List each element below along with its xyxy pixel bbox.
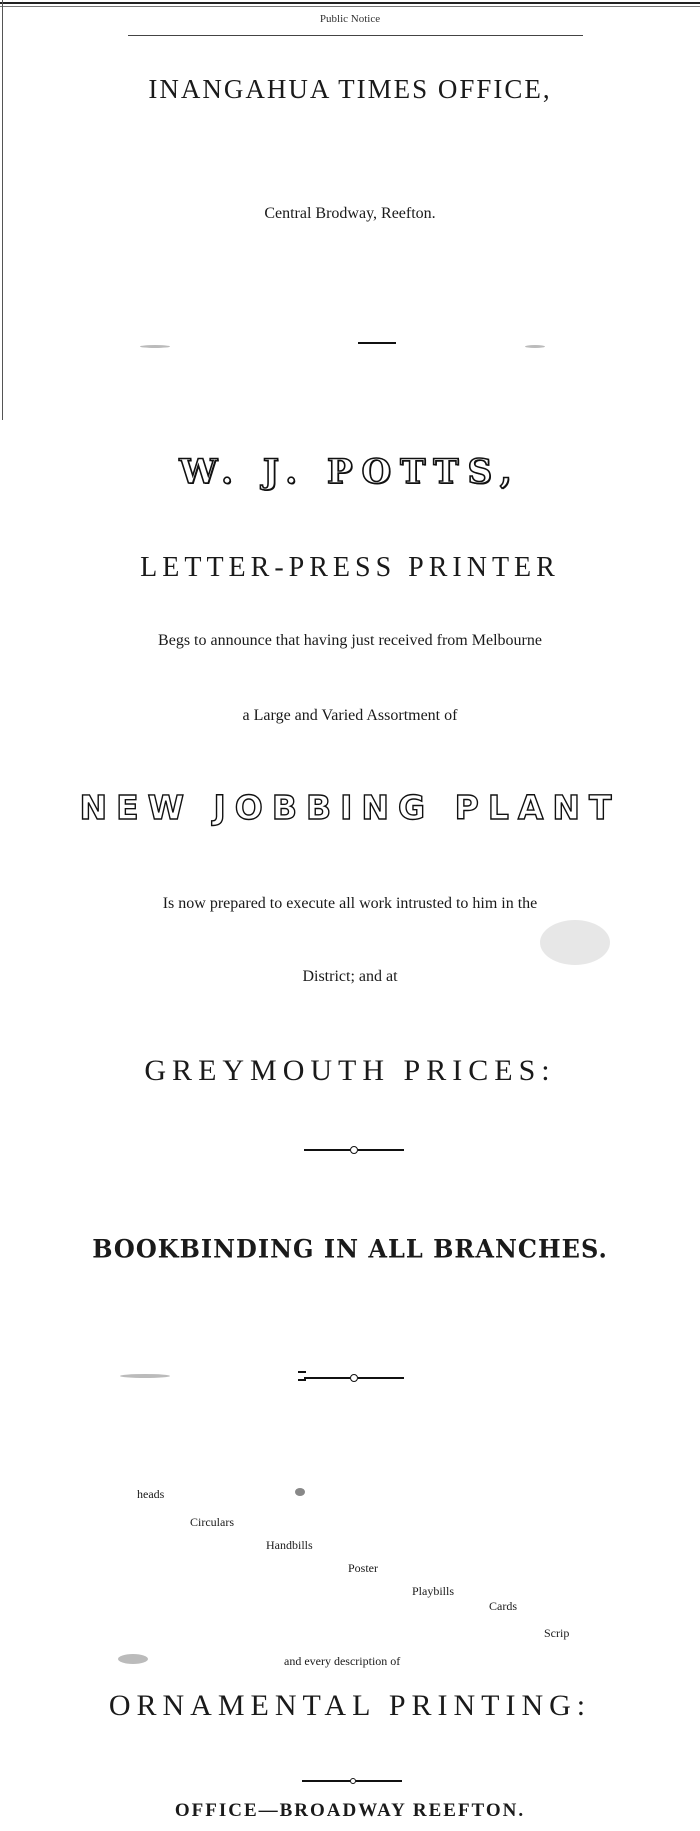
jobbing-plant-heading: NEW JOBBING PLANT [79, 788, 621, 827]
section-label: Public Notice [319, 13, 381, 25]
ornament-divider-1 [304, 1145, 404, 1155]
print-speck [120, 1374, 170, 1378]
every-description-line: and every description of [284, 1654, 401, 1668]
item-scrip: Scrip [544, 1626, 570, 1640]
ornamental-printing-heading: ORNAMENTAL PRINTING: [108, 1689, 592, 1722]
top-border-rule [0, 2, 700, 4]
print-speck [540, 920, 610, 965]
ornament-divider-2 [304, 1373, 404, 1383]
trade-heading: LETTER-PRESS PRINTER [140, 552, 560, 583]
item-circulars: Circulars [190, 1515, 234, 1529]
prepared-line: Is now prepared to execute all work intrusted to him in the [162, 895, 538, 912]
district-line: District; and at [302, 968, 398, 985]
office-footer: OFFICE—BROADWAY REEFTON. [174, 1800, 526, 1821]
top-border-rule-thin [0, 6, 700, 7]
item-poster: Poster [348, 1561, 378, 1575]
print-speck [118, 1654, 148, 1664]
bookbinding-heading: BOOKBINDING IN ALL BRANCHES. [92, 1233, 608, 1264]
short-divider [358, 342, 396, 344]
print-speck [525, 345, 545, 348]
assortment-line: a Large and Varied Assortment of [242, 707, 458, 724]
office-title: INANGAHUA TIMES OFFICE, [148, 74, 552, 104]
prices-heading: GREYMOUTH PRICES: [144, 1054, 556, 1087]
print-speck [295, 1488, 305, 1496]
item-heads: heads [137, 1487, 165, 1501]
office-address: Central Brodway, Reefton. [264, 205, 436, 222]
item-playbills: Playbills [412, 1584, 455, 1598]
ornament-divider-3 [302, 1776, 402, 1786]
proprietor-name: W. J. POTTS, [179, 452, 521, 492]
item-handbills: Handbills [266, 1538, 313, 1552]
header-rule [128, 35, 583, 36]
item-cards: Cards [489, 1599, 517, 1613]
print-speck [140, 345, 170, 348]
announcement-line: Begs to announce that having just received from Melbourne [158, 632, 542, 649]
